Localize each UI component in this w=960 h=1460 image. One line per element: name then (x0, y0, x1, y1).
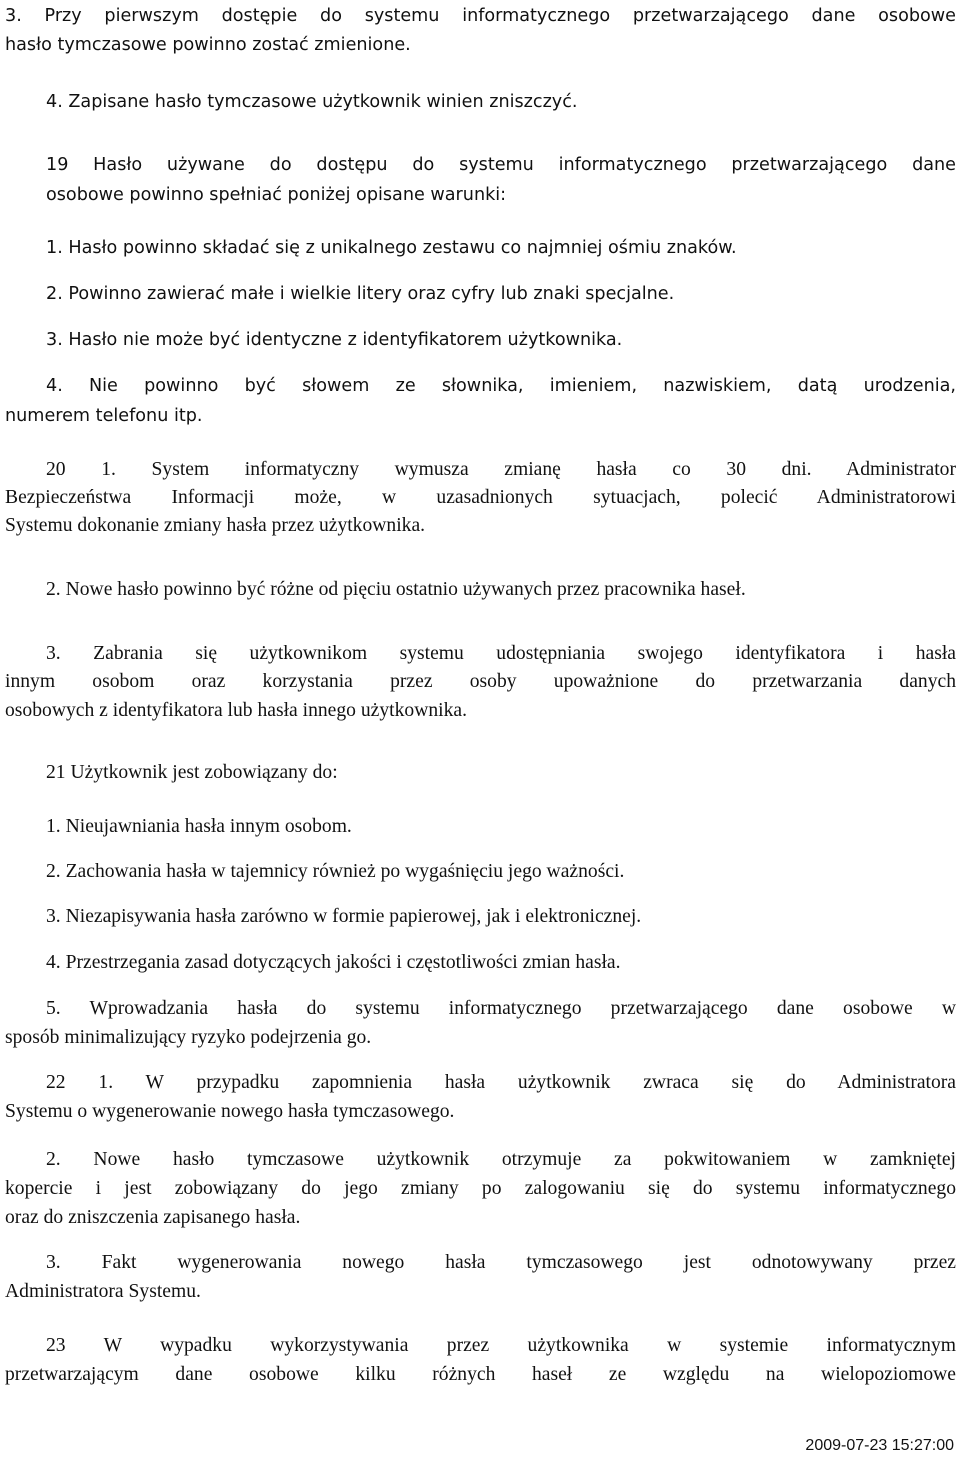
text-line: sposób minimalizujący ryzyko podejrzenia go. (5, 1027, 372, 1048)
list-item: 2. Zachowania hasła w tajemnicy również po wygaśnięciu jego ważności. (46, 861, 625, 882)
text-line: kopercie i jest zobowiązany do jego zmiany po zalogowaniu się do systemu informatycznego (5, 1178, 956, 1199)
text-line: osobowych z identyfikatora lub hasła innego użytkownika. (5, 700, 467, 721)
list-item: 4. Przestrzegania zasad dotyczących jakości i częstotliwości zmian hasła. (46, 952, 621, 973)
text-line: 3. Fakt wygenerowania nowego hasła tymczasowego jest odnotowywany przez (46, 1252, 956, 1273)
list-item: 3. Niezapisywania hasła zarówno w formie papierowej, jak i elektronicznej. (46, 906, 642, 927)
text-line: oraz do zniszczenia zapisanego hasła. (5, 1207, 301, 1228)
text-line: Systemu dokonanie zmiany hasła przez użytkownika. (5, 515, 426, 536)
text-line: Bezpieczeństwa Informacji może, w uzasadnionych sytuacjach, polecić Administratorowi (5, 487, 956, 508)
list-item: 4. Nie powinno być słowem ze słownika, imieniem, nazwiskiem, datą urodzenia, (46, 376, 956, 396)
text-line: numerem telefonu itp. (5, 406, 203, 426)
text-line: 3. Zabrania się użytkownikom systemu udostępniania swojego identyfikatora i hasła (46, 643, 956, 664)
list-item: 5. Wprowadzania hasła do systemu informatycznego przetwarzającego dane osobowe w (46, 998, 956, 1019)
text-line: 3. Przy pierwszym dostępie do systemu informatycznego przetwarzającego dane osobowe (5, 6, 956, 26)
section-heading-line: 22 1. W przypadku zapomnienia hasła użytkownik zwraca się do Administratora (46, 1072, 956, 1093)
section-heading-line: 21 Użytkownik jest zobowiązany do: (46, 762, 338, 783)
list-item: 1. Nieujawniania hasła innym osobom. (46, 816, 352, 837)
list-item: 1. Hasło powinno składać się z unikalnego zestawu co najmniej ośmiu znaków. (46, 238, 737, 258)
section-heading-line: 20 1. System informatyczny wymusza zmianę hasła co 30 dni. Administrator (46, 459, 956, 480)
text-line: 2. Nowe hasło tymczasowe użytkownik otrzymuje za pokwitowaniem w zamkniętej (46, 1149, 956, 1170)
footer-timestamp: 2009-07-23 15:27:00 (805, 1437, 954, 1454)
text-line: przetwarzającym dane osobowe kilku różnych haseł ze względu na wielopoziomowe (5, 1364, 956, 1385)
list-item: 3. Hasło nie może być identyczne z identyfikatorem użytkownika. (46, 330, 623, 350)
text-line: Systemu o wygenerowanie nowego hasła tymczasowego. (5, 1101, 455, 1122)
text-line: 4. Zapisane hasło tymczasowe użytkownik winien zniszczyć. (46, 92, 578, 112)
section-heading-line: 19 Hasło używane do dostępu do systemu informatycznego przetwarzającego dane (46, 155, 956, 175)
text-line: innym osobom oraz korzystania przez osoby upoważnione do przetwarzania danych (5, 671, 956, 692)
list-item: 2. Powinno zawierać małe i wielkie litery oraz cyfry lub znaki specjalne. (46, 284, 675, 304)
text-line: Administratora Systemu. (5, 1281, 201, 1302)
section-heading-line: 23 W wypadku wykorzystywania przez użytkownika w systemie informatycznym (46, 1335, 956, 1356)
text-line: 2. Nowe hasło powinno być różne od pięciu ostatnio używanych przez pracownika haseł. (46, 579, 746, 600)
text-line: hasło tymczasowe powinno zostać zmienione. (5, 35, 411, 55)
text-line: osobowe powinno spełniać poniżej opisane warunki: (46, 185, 507, 205)
